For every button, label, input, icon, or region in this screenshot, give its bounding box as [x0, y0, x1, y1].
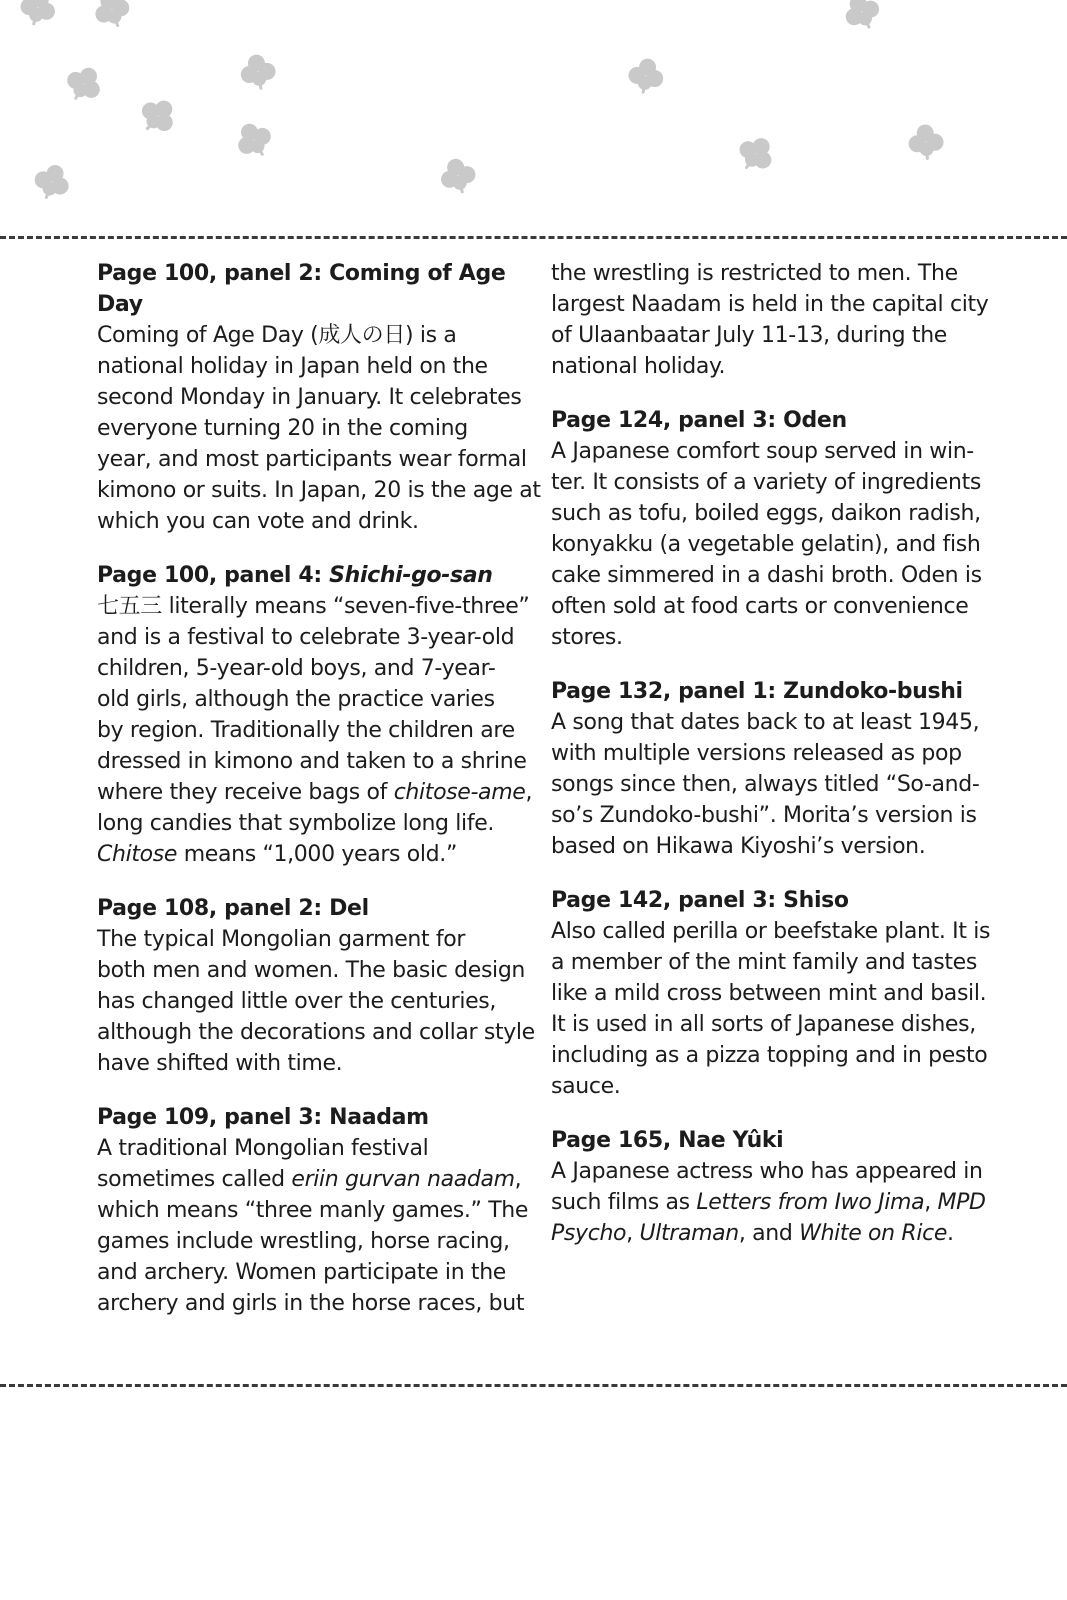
glossary-note [97, 893, 535, 1079]
note-text-line: The typical Mongolian garment for [97, 927, 466, 952]
glossary-note [97, 258, 541, 537]
note-text-line: such as tofu, boiled eggs, daikon radish, [551, 501, 981, 526]
note-title: Page 124, panel 3: Oden [551, 408, 847, 433]
note-text-line: by region. Traditionally the children are [97, 718, 515, 743]
note-text-line: A song that dates back to at least 1945, [551, 710, 980, 735]
note-text-line: such films as Letters from Iwo Jima, MPD [551, 1190, 986, 1215]
note-text-line: A Japanese actress who has appeared in [551, 1159, 983, 1184]
note-text-line: Chitose means “1,000 years old.” [97, 842, 457, 867]
note-text-line: although the decorations and collar style [97, 1020, 535, 1045]
glossary-note [97, 1102, 527, 1319]
note-text-line: of Ulaanbaatar July 11-13, during the [551, 323, 947, 348]
clover-icon [90, 0, 135, 33]
note-text-line: based on Hikawa Kiyoshi’s version. [551, 834, 926, 859]
note-text-line: year, and most participants wear formal [97, 447, 527, 472]
note-text-line: largest Naadam is held in the capital city [551, 292, 989, 317]
clover-icon [60, 60, 108, 108]
note-title: Page 108, panel 2: Del [97, 896, 369, 921]
note-text-line: It is used in all sorts of Japanese dishes, [551, 1012, 976, 1037]
note-text-line: and archery. Women participate in the [97, 1260, 506, 1285]
note-text-line: dressed in kimono and taken to a shrine [97, 749, 527, 774]
clover-icon [238, 52, 279, 93]
note-text-line: old girls, although the practice varies [97, 687, 495, 712]
note-text-line: stores. [551, 625, 623, 650]
glossary-note [551, 676, 991, 862]
glossary-note [551, 1125, 991, 1249]
note-text-line: which means “three manly games.” The [97, 1198, 529, 1223]
note-text-line: Also called perilla or beefstake plant. It is [551, 919, 991, 944]
clover-decoration [0, 0, 1067, 230]
glossary-note [551, 405, 991, 653]
clover-icon [437, 155, 480, 198]
clover-icon [907, 123, 945, 161]
note-text-line: A Japanese comfort soup served in win- [551, 439, 974, 464]
clover-icon [133, 91, 183, 141]
note-title: Page 109, panel 3: Naadam [97, 1105, 429, 1130]
clover-icon [16, 0, 59, 30]
note-title: Page 132, panel 1: Zundoko-bushi [551, 679, 963, 704]
note-text-line: so’s Zundoko-bushi”. Morita’s version is [551, 803, 977, 828]
left-column [97, 258, 541, 1342]
note-text-line: cake simmered in a dashi broth. Oden is [551, 563, 982, 588]
note-title: Page 100, panel 2: Coming of Age Day [97, 261, 506, 317]
note-text-line: has changed little over the centuries, [97, 989, 497, 1014]
note-text-line: Coming of Age Day (成人の日) is a [97, 323, 457, 348]
note-text-line: konyakku (a vegetable gelatin), and fish [551, 532, 981, 557]
clover-icon [626, 56, 667, 97]
right-column [551, 258, 991, 1272]
clover-icon [731, 130, 780, 179]
note-text-line: often sold at food carts or convenience [551, 594, 969, 619]
note-text-line: games include wrestling, horse racing, [97, 1229, 510, 1254]
note-text-line: which you can vote and drink. [97, 509, 419, 534]
note-text-line: both men and women. The basic design [97, 958, 526, 983]
note-text-line: kimono or suits. In Japan, 20 is the age at [97, 478, 541, 503]
note-title: Page 142, panel 3: Shiso [551, 888, 849, 913]
note-text-line: like a mild cross between mint and basil. [551, 981, 987, 1006]
note-text-line: 七五三 literally means “seven-five-three” [97, 594, 530, 619]
note-text-line: children, 5-year-old boys, and 7-year- [97, 656, 496, 681]
note-text-line: Psycho, Ultraman, and White on Rice. [551, 1221, 954, 1246]
glossary-note [97, 560, 533, 870]
glossary-note [551, 258, 991, 382]
note-text-line: sauce. [551, 1074, 621, 1099]
note-text-line: with multiple versions released as pop [551, 741, 962, 766]
note-text-line: everyone turning 20 in the coming [97, 416, 468, 441]
glossary-note [551, 885, 991, 1102]
note-title: Page 100, panel 4: Shichi-go-san [97, 563, 493, 588]
note-text-line: have shifted with time. [97, 1051, 343, 1076]
top-dashed-divider [0, 236, 1067, 239]
note-text-line: sometimes called eriin gurvan naadam, [97, 1167, 522, 1192]
clover-icon [839, 0, 886, 36]
note-text-line: A traditional Mongolian festival [97, 1136, 429, 1161]
note-text-line: national holiday in Japan held on the [97, 354, 488, 379]
bottom-dashed-divider [0, 1384, 1067, 1387]
note-text-line: archery and girls in the horse races, but [97, 1291, 525, 1316]
note-text-line: second Monday in January. It celebrates [97, 385, 522, 410]
note-text-line: national holiday. [551, 354, 726, 379]
note-text-line: a member of the mint family and tastes [551, 950, 977, 975]
clover-icon [29, 160, 74, 205]
note-text-line: including as a pizza topping and in pesto [551, 1043, 988, 1068]
note-text-line: songs since then, always titled “So-and- [551, 772, 980, 797]
note-text-line: the wrestling is restricted to men. The [551, 261, 958, 286]
note-text-line: ter. It consists of a variety of ingredients [551, 470, 981, 495]
note-text-line: and is a festival to celebrate 3-year-old [97, 625, 515, 650]
note-title: Page 165, Nae Yûki [551, 1128, 784, 1153]
clover-icon [230, 116, 278, 164]
note-text-line: long candies that symbolize long life. [97, 811, 495, 836]
note-text-line: where they receive bags of chitose-ame, [97, 780, 533, 805]
